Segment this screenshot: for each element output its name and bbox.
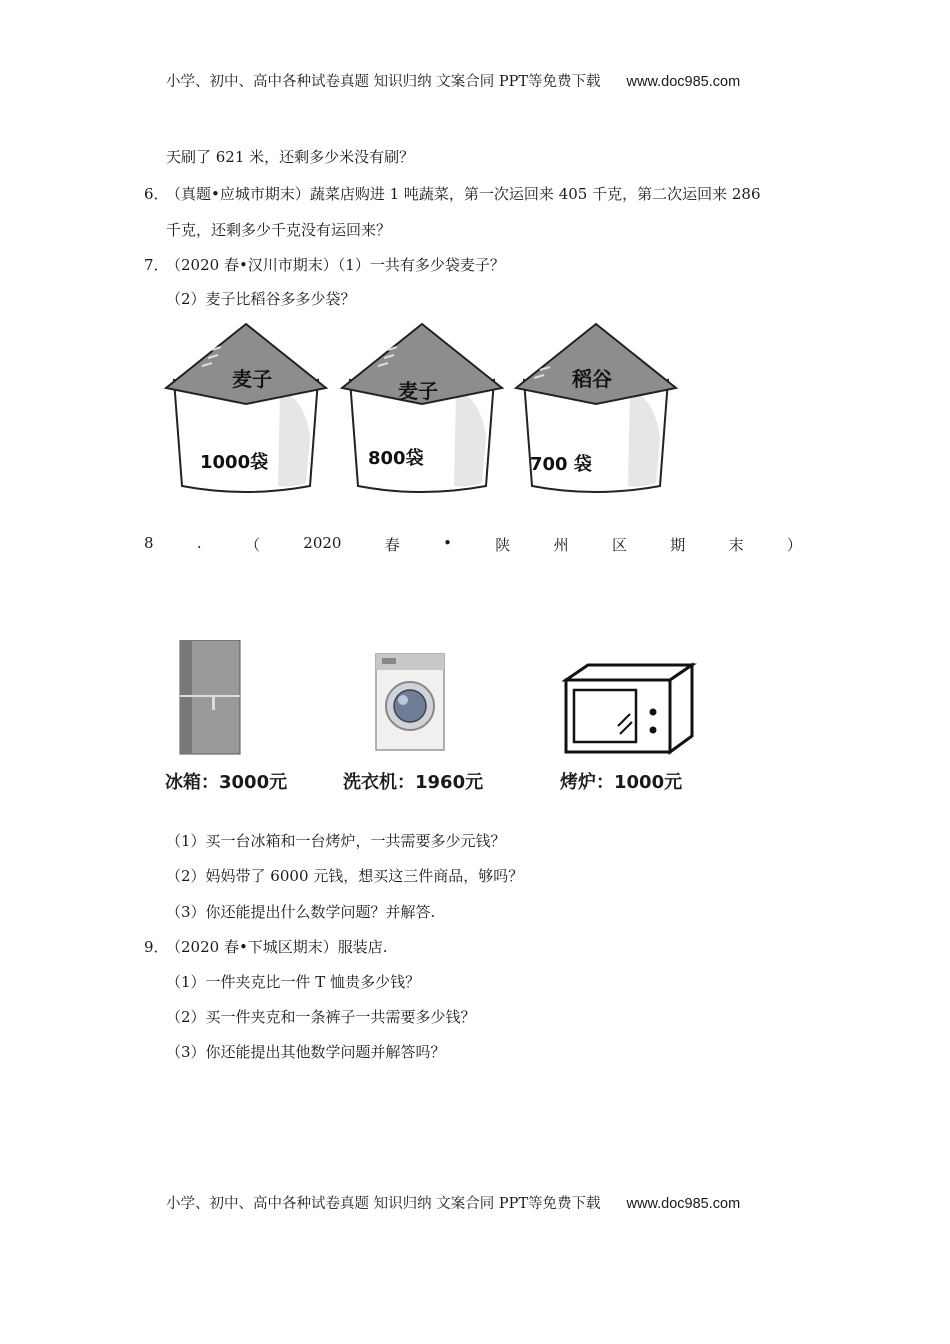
bin-2-count: 800袋: [368, 448, 424, 469]
washer-price-label: 洗衣机：1960元: [343, 772, 484, 793]
bin-1-name: 麦子: [232, 367, 272, 391]
q8-heading-part: 陕: [495, 536, 511, 554]
q8-heading-part: 末: [728, 536, 744, 554]
footer-url[interactable]: www.doc985.com: [626, 1196, 741, 1212]
q8-heading-part: ）: [786, 536, 802, 554]
q6-line2: 千克，还剩多少千克没有运回来？: [166, 221, 392, 239]
grain-bins-figure: [160, 318, 680, 498]
q8-heading-part: 州: [553, 536, 569, 554]
bin-2-name: 麦子: [398, 379, 438, 403]
q8-heading-part: 8: [144, 534, 154, 552]
q8-sub2: （2）妈妈带了 6000 元钱，想买这三件商品，够吗？: [166, 867, 524, 885]
bin-3-name: 稻谷: [572, 367, 612, 391]
q8-heading-part: 春: [384, 536, 400, 554]
grain-bin-2: [342, 324, 502, 492]
q8-heading-part: •: [443, 534, 452, 552]
q8-heading-part: 2020: [303, 534, 342, 552]
appliances-figure: [170, 640, 710, 760]
q7-number: 7．: [144, 256, 169, 274]
grain-bin-1: [166, 324, 326, 492]
q8-heading-part: （: [244, 536, 260, 554]
q6-line1: （真题•应城市期末）蔬菜店购进 1 吨蔬菜，第一次运回来 405 千克，第二次运回来 286: [166, 185, 761, 203]
header-text: 小学、初中、高中各种试卷真题 知识归纳 文案合同 PPT等免费下载: [166, 74, 601, 90]
q9-number: 9．: [144, 938, 169, 956]
page-header: [166, 70, 740, 91]
q9-sub3: （3）你还能提出其他数学问题并解答吗？: [166, 1043, 446, 1061]
page-footer: [166, 1192, 740, 1213]
washing-machine-icon: [376, 654, 444, 750]
q5-continuation: 天刷了 621 米，还剩多少米没有刷？: [166, 148, 415, 166]
q8-sub3: （3）你还能提出什么数学问题？并解答.: [166, 903, 436, 921]
header-url[interactable]: www.doc985.com: [626, 74, 741, 90]
q7-line1: （2020 春•汉川市期末）（1）一共有多少袋麦子？: [166, 256, 505, 274]
oven-price-label: 烤炉：1000元: [560, 772, 683, 793]
bin-1-count: 1000袋: [200, 452, 269, 473]
q7-line2: （2）麦子比稻谷多多少袋？: [166, 290, 356, 308]
grain-bin-3: [516, 324, 676, 492]
q8-heading: [144, 534, 802, 555]
q9-sub2: （2）买一件夹克和一条裤子一共需要多少钱？: [166, 1008, 476, 1026]
q6-number: 6．: [144, 185, 169, 203]
q9-line1: （2020 春•下城区期末）服装店.: [166, 938, 388, 956]
q9-sub1: （1）一件夹克比一件 T 恤贵多少钱？: [166, 973, 421, 991]
q8-heading-part: 区: [611, 536, 627, 554]
q8-heading-part: .: [196, 534, 202, 552]
footer-text: 小学、初中、高中各种试卷真题 知识归纳 文案合同 PPT等免费下载: [166, 1196, 601, 1212]
bin-3-count: 700 袋: [530, 454, 592, 475]
fridge-icon: [180, 640, 240, 754]
q8-heading-part: 期: [670, 536, 686, 554]
q8-sub1: （1）买一台冰箱和一台烤炉，一共需要多少元钱？: [166, 832, 506, 850]
oven-icon: [566, 665, 692, 752]
fridge-price-label: 冰箱：3000元: [165, 772, 288, 793]
